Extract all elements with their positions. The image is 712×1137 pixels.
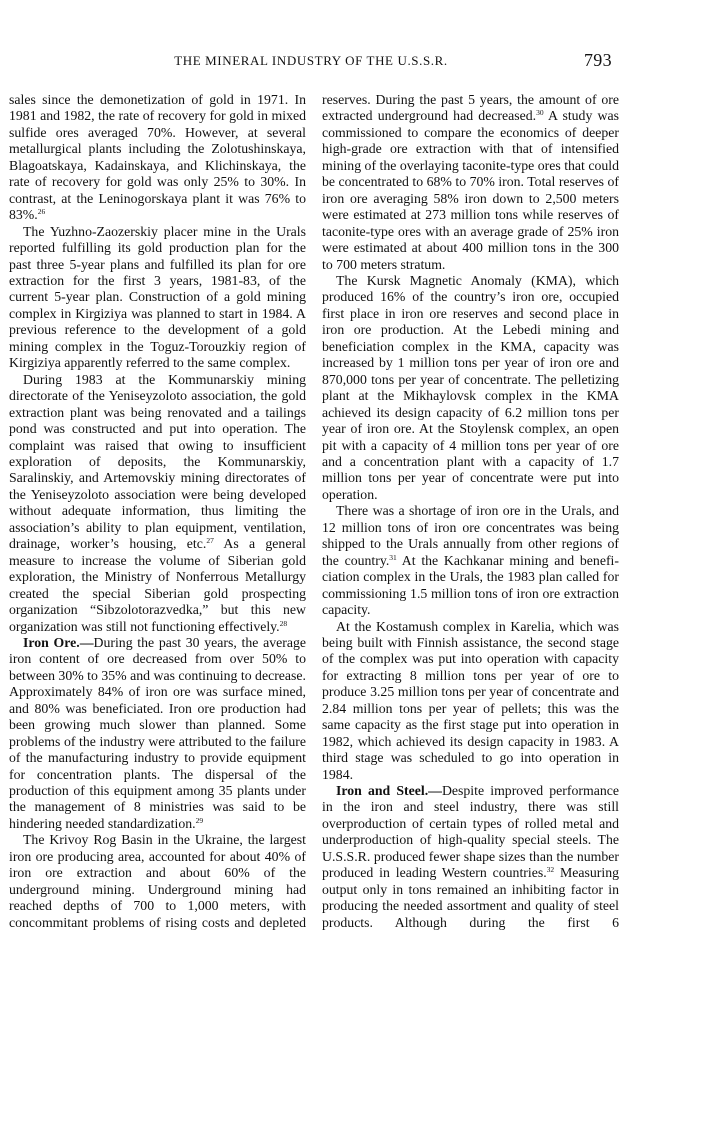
paragraph-text: Measuring output only in tons remained an inhibiting factor in producing the needed assortment and quality of steel products. Although during the first 6 bbox=[322, 865, 619, 930]
paragraph-iron-ore bbox=[9, 635, 306, 832]
paragraph-kursk-magnetic-anomaly bbox=[322, 273, 619, 503]
footnote-ref: 29 bbox=[195, 815, 204, 825]
paragraph-text: At the Kostamush complex in Karelia, which was being built with Finnish assistance, the second stage of the complex was put into operation with capacity for extracting 8 million tons per year of ore to produce 3.25 million tons per year of concentrate and 2.84 million tons per year of pellets; this was the same capacity as the first stage put into operation in 1982, which achieved its design capacity in 1983. A third stage was scheduled to go into operation in 1984. bbox=[322, 618, 619, 782]
paragraph-text: The Krivoy Rog Basin in the Ukraine, the largest iron ore producing area, accounted for about 40% of iron ore extraction and about 60% of the underground mining. Underground mining had reached depths of 700 to 1,000 meters, with concommitant problems of rising costs and depleted bbox=[9, 832, 306, 930]
paragraph-text: reserves. During the past 5 years, the amount of ore extracted underground had decreased. bbox=[322, 92, 619, 124]
paragraph-text: A study was commissioned to compare the economics of deeper high-grade ore extraction with that of intensified mining of the overlaying taconite-type ores that could be concentrated to 68% to 70% iron. Total reserves of iron ore averaging 58% iron down to 2,500 meters were estimated at 273 million tons while reserves of taconite-type ores with an average grade of 25% iron were estimated at about 400 million tons in the 300 to 700 meters stratum. bbox=[322, 108, 619, 272]
right-column bbox=[322, 92, 619, 931]
footnote-ref: 28 bbox=[279, 618, 288, 628]
section-heading-iron-ore: Iron Ore.— bbox=[23, 634, 94, 650]
paragraph-text: The Yuzhno-Zaozerskiy placer mine in the Urals reported fulfilling its gold production plan for the past three 5-year plans and fulfilled its plan for ore extraction for the first 3 years, 1981-83, of the current 5-year plan. Construction of a gold mining complex in Kirgiziya was planned to start in 1984. A previous reference to the development of a gold mining complex in the Toguz-Torouzkiy region of Kirgiziya apparently referred to the same complex. bbox=[9, 223, 306, 371]
footnote-ref: 26 bbox=[37, 207, 46, 217]
paragraph-kostamush bbox=[322, 619, 619, 784]
footnote-ref: 27 bbox=[206, 536, 214, 546]
paragraph-kommunarskiy bbox=[9, 372, 306, 635]
footnote-ref: 32 bbox=[546, 865, 555, 875]
paragraph-yuzhno-zaozerskiy bbox=[9, 224, 306, 372]
section-heading-iron-and-steel: Iron and Steel.— bbox=[336, 783, 442, 799]
paragraph-reserves bbox=[322, 92, 619, 273]
paragraph-text: The Kursk Magnetic Anomaly (KMA), which produced 16% of the country’s iron ore, occupied first place in iron ore reserves and second place in iron ore production. At the Lebedi mining and beneficiation complex in the KMA, capacity was increased by 1 million tons per year of iron ore and 870,000 tons per year of concentrate. The pelletizing plant at the Mikhaylovsk complex in the KMA achieved its design capacity of 6.2 million tons per year of iron ore. At the Stoylensk complex, an open pit with a capacity of 4 million tons per year of ore and a concentration plant with a capacity of 1.7 million tons per year of concentrate were put into operation. bbox=[322, 272, 619, 502]
paragraph-text: During the past 30 years, the average iron content of ore decreased from over 50% to between 30% to 35% and was continuing to decrease. Approximately 84% of iron ore was surface mined, and 80% was beneficiated. Iron ore production had been growing much slower than planned. Some problems of the industry were attributed to the failure of the manufacturing industry to provide equipment for concentration plants. The dispersal of the production of this equipment among 35 plants under the management of 8 ministries was said to be hindering needed standardization. bbox=[9, 634, 306, 831]
footnote-ref: 31 bbox=[389, 552, 397, 562]
paragraph-text: sales since the demonetization of gold in 1971. In 1981 and 1982, the rate of recovery for gold in mixed sulfide ores averaged 70%. However, at several metallurgical plants including the Zolotushinskaya, Blagoatskaya, Kadainskaya, and Klichinskaya, the rate of recovery for gold was only 25% to 30%. In contrast, at the Leninogorskaya plant it was 76% to 83%. bbox=[9, 92, 306, 223]
running-title: THE MINERAL INDUSTRY OF THE U.S.S.R. bbox=[174, 53, 448, 68]
paragraph-iron-and-steel bbox=[322, 783, 619, 931]
page-number: 793 bbox=[584, 50, 612, 70]
paragraph-gold-recovery bbox=[9, 92, 306, 224]
paragraph-urals-shortage bbox=[322, 503, 619, 618]
paragraph-text: During 1983 at the Kommunarskiy mining directorate of the Yeniseyzoloto association, the gold extraction plant was being renovated and a tailings pond was constructed and put into operation. The complaint was raised that owing to insufficient exploration of deposits, the Kommunarskiy, Saralinskiy, and Artemovskiy mining directorates of the Yeniseyzoloto association were being developed without adequate information, thus limiting the association’s ability to plan equipment, ventilation, drainage, worker’s housing, etc. bbox=[9, 371, 306, 552]
left-column bbox=[9, 92, 306, 931]
paragraph-text: At the Kachkanar mining and beneficiation complex in the Urals, the 1983 plan called for commissioning 1.5 million tons of iron ore extraction capacity. bbox=[322, 552, 619, 618]
paragraph-text: There was a shortage of iron ore in the Urals, and 12 million tons of iron ore concentrates was being shipped to the Urals annually from other regions of the country. bbox=[322, 503, 619, 568]
paragraph-krivoy-rog bbox=[9, 832, 306, 931]
paragraph-text: As a general measure to increase the volume of Siberian gold exploration, the Ministry of Nonferrous Metallurgy created the special Siberian gold prospecting organization “Sibzolotorazvedka,” but this new organization was still not functioning effectively. bbox=[9, 536, 306, 634]
paragraph-text: Despite improved performance in the iron and steel industry, there was still overproduction of certain types of rolled metal and underproduction of high-quality special steels. The U.S.S.R. produced fewer shape sizes than the number produced in leading Western countries. bbox=[322, 783, 619, 881]
footnote-ref: 30 bbox=[536, 108, 544, 118]
